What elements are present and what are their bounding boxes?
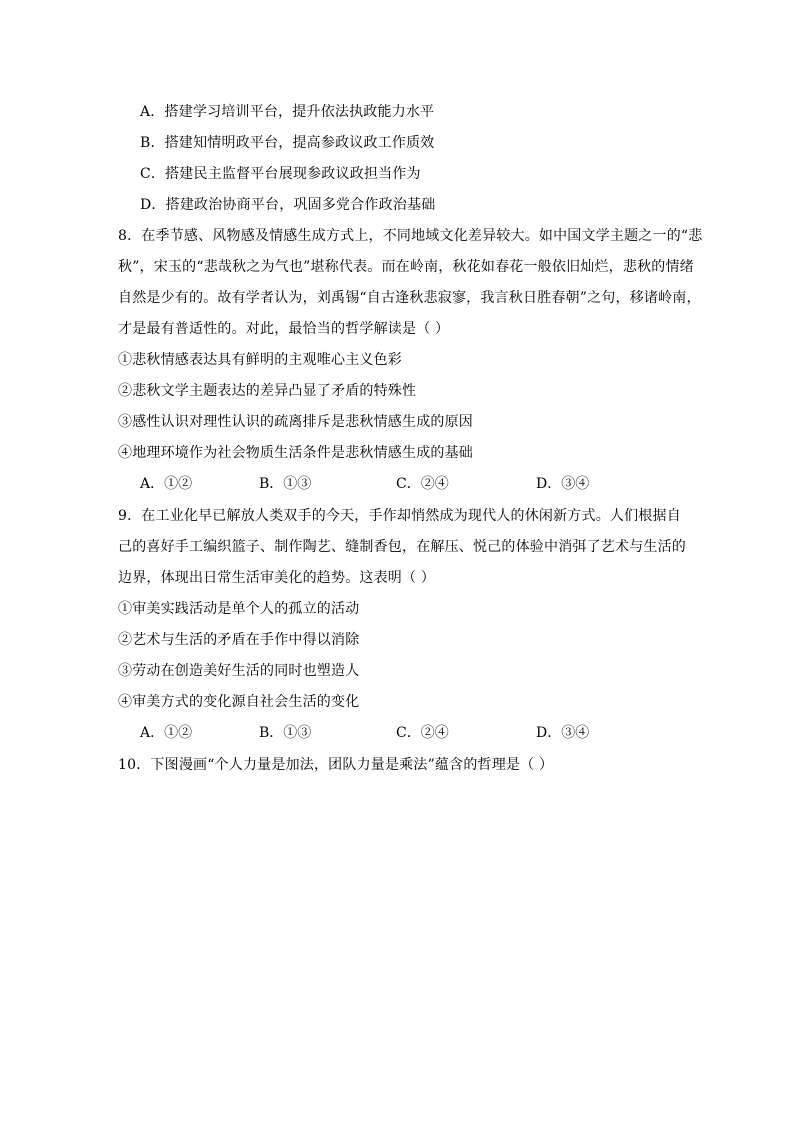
- q8-stem-line: 8．在季节感、风物感及情感生成方式上，不同地域文化差异较大。如中国文学主题之一的“悲: [118, 228, 703, 244]
- q8-statement-2: ②悲秋文学主题表达的差异凸显了矛盾的特殊性: [118, 383, 417, 399]
- q9-stem-line: 9．在工业化早已解放人类双手的今天，手作却悄然成为现代人的休闲新方式。人们根据自: [118, 508, 681, 524]
- q8-stem-line: 才是最有普适性的。对此，最恰当的哲学解读是（ ）: [118, 321, 450, 337]
- q9-choice-c[interactable]: C．②④: [396, 725, 449, 741]
- q9-stem-line: 边界，体现出日常生活审美化的趋势。这表明（ ）: [118, 570, 436, 586]
- q8-statement-4: ④地理环境作为社会物质生活条件是悲秋情感生成的基础: [118, 445, 473, 461]
- q8-statement-3: ③感性认识对理性认识的疏离排斥是悲秋情感生成的原因: [118, 414, 473, 430]
- q9-choice-b[interactable]: B．①③: [259, 725, 312, 741]
- q7-option-d[interactable]: D．搭建政治协商平台，巩固多党合作政治基础: [140, 197, 436, 213]
- q9-stem-line: 己的喜好手工编织篮子、制作陶艺、缝制香包，在解压、悦己的体验中消弭了艺术与生活的: [118, 539, 686, 555]
- q8-choice-d[interactable]: D．③④: [536, 476, 590, 492]
- q7-option-a[interactable]: A．搭建学习培训平台，提升依法执政能力水平: [140, 104, 435, 120]
- q9-statement-4: ④审美方式的变化源自社会生活的变化: [118, 694, 360, 710]
- q8-stem-line: 自然是少有的。故有学者认为，刘禹锡“自古逢秋悲寂寥，我言秋日胜春朝”之句，移诸岭南，: [118, 290, 701, 306]
- q9-choice-a[interactable]: A．①②: [140, 725, 193, 741]
- q8-choice-c[interactable]: C．②④: [396, 476, 449, 492]
- q8-choice-b[interactable]: B．①③: [259, 476, 312, 492]
- q9-choice-d[interactable]: D．③④: [536, 725, 590, 741]
- q9-statement-3: ③劳动在创造美好生活的同时也塑造人: [118, 663, 360, 679]
- q9-statement-2: ②艺术与生活的矛盾在手作中得以消除: [118, 632, 360, 648]
- q7-option-b[interactable]: B．搭建知情明政平台，提高参政议政工作质效: [140, 135, 435, 151]
- q8-statement-1: ①悲秋情感表达具有鲜明的主观唯心主义色彩: [118, 352, 402, 368]
- q9-choices: [140, 723, 680, 743]
- q9-statement-1: ①审美实践活动是单个人的孤立的活动: [118, 601, 360, 617]
- q7-option-c[interactable]: C．搭建民主监督平台展现参政议政担当作为: [140, 166, 421, 182]
- q8-choices: [140, 474, 680, 494]
- q8-choice-a[interactable]: A．①②: [140, 476, 193, 492]
- q8-stem-line: 秋”，宋玉的“悲哉秋之为气也”堪称代表。而在岭南，秋花如春花一般依旧灿烂，悲秋的情绪: [118, 259, 694, 275]
- q10-stem-line: 10．下图漫画“个人力量是加法，团队力量是乘法”蕴含的哲理是（ ）: [118, 757, 554, 773]
